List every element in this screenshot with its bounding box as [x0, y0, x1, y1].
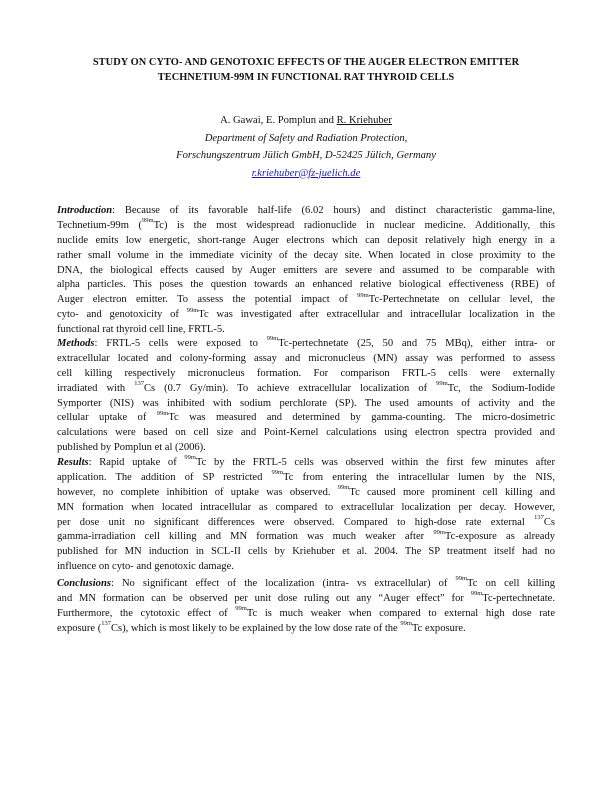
text-run: functional rat thyroid cell line, FRTL-5. — [57, 324, 225, 336]
introduction-line — [57, 249, 555, 264]
isotope-superscript: 99m — [266, 335, 279, 343]
text-run: published for MN induction in SCL-II cells by Kriehuber et al. 2004. The SP treatment itself had no — [57, 546, 555, 558]
text-run: per dose unit no significant differences were observed. Compared to high-dose rate external — [57, 516, 535, 528]
text-run: : No significant effect of the localization (intra- vs extracellular) of — [110, 578, 456, 589]
text-run: Cs (0.7 Gy/min). To achieve extracellular localization of — [143, 382, 437, 394]
methods-section — [57, 337, 555, 456]
results-heading: Results — [57, 457, 89, 468]
title-line-2: TECHNETIUM-99M IN FUNCTIONAL RAT THYROID CELLS — [157, 72, 455, 83]
text-run: Auger electron emitter. To assess the potential impact of — [57, 294, 358, 306]
isotope-superscript: 99m — [470, 590, 483, 598]
conclusions-line — [57, 622, 555, 637]
isotope-superscript: 99m — [455, 575, 468, 583]
results-line — [57, 501, 555, 516]
methods-line — [57, 352, 555, 367]
isotope-superscript: 99m — [433, 528, 445, 536]
text-run: Cs — [543, 516, 555, 528]
isotope-superscript: 99m — [235, 605, 247, 613]
methods-line — [57, 411, 555, 426]
methods-line — [57, 367, 555, 382]
text-run: Tc was measured and determined by gamma-counting. The micro-dosimetric — [168, 412, 555, 424]
text-run: Furthermore, the cytotoxic effect of — [57, 607, 236, 619]
text-run: Tc) is the most widespread radionuclide in nuclear medicine. Additionally, this — [153, 219, 555, 231]
text-run: : Rapid uptake of — [88, 457, 185, 468]
text-run: cyto- and genotoxicity of — [57, 309, 187, 321]
text-run: rather small volume in the immediate vicinity of the decay site. When located in close proximity to the — [57, 249, 555, 261]
isotope-superscript: 99m — [436, 380, 448, 388]
results-line — [57, 486, 555, 501]
text-run: Tc, the Sodium-Iodide — [447, 382, 555, 394]
introduction-line — [57, 293, 555, 308]
results-line — [57, 456, 555, 471]
text-run: cellular uptake of — [57, 412, 157, 424]
isotope-superscript: 99m — [400, 620, 412, 628]
introduction-line — [57, 323, 555, 338]
isotope-superscript: 99m — [184, 454, 196, 462]
introduction-line — [57, 308, 555, 323]
text-run: nuclide emits low energetic, short-range Auger electrons which can deposit relatively high energy in a — [57, 234, 555, 246]
text-run: DNA, the biological effects caused by Auger emitters are severe and assumed to be comparable with — [57, 264, 555, 276]
methods-heading: Methods — [57, 338, 95, 349]
methods-line — [57, 337, 555, 352]
conclusions-line — [57, 607, 555, 622]
isotope-superscript: 137 — [534, 514, 544, 522]
corresponding-author: R. Kriehuber — [336, 115, 392, 126]
text-run: irradiated with — [57, 382, 135, 394]
text-run: Symporter (NIS) was inhibited with sodium perchlorate (SP). The used amounts of activity and the — [57, 397, 555, 409]
text-run: Tc by the FRTL-5 cells was observed within the first few minutes after — [195, 457, 555, 468]
text-run: Cs), which is most likely to be explained by the low dose rate of the — [110, 622, 401, 634]
conclusions-section — [57, 577, 555, 637]
text-run: Tc is much weaker when compared to external high dose rate — [246, 607, 556, 619]
text-run: Tc-Pertechnetate on cellular level, the — [368, 294, 555, 306]
conclusions-line — [57, 592, 555, 607]
department: Department of Safety and Radiation Protection, — [204, 132, 408, 144]
introduction-line — [57, 219, 555, 234]
introduction-section — [57, 204, 555, 338]
introduction-line — [57, 264, 555, 279]
text-run: and MN formation can be observed per unit dose ruling out any “Auger effect” for — [57, 592, 471, 604]
isotope-superscript: 137 — [134, 380, 144, 388]
text-run: application. The addition of SP restricted — [57, 471, 272, 483]
introduction-heading: Introduction — [57, 205, 113, 216]
text-run: Tc exposure. — [411, 622, 466, 634]
text-run: extracellular located and colony-forming assay and micronucleus (MN) assay was performed to assess — [57, 352, 555, 364]
text-run: however, no complete inhibition of uptake was observed. — [57, 486, 338, 498]
text-run: Tc was investigated after extracellular and intracellular localization in the — [198, 309, 555, 321]
text-run: calculations were based on cell size and Point-Kernel calculations using electron spectra provided and — [57, 427, 555, 439]
isotope-superscript: 99m — [156, 409, 169, 417]
results-section — [57, 456, 555, 575]
title-line-1: STUDY ON CYTO- AND GENOTOXIC EFFECTS OF THE AUGER ELECTRON EMITTER — [92, 57, 520, 68]
author-names-plain: A. Gawai, E. Pomplun and — [220, 115, 337, 126]
text-run: published by Pomplun et al (2006). — [57, 442, 206, 454]
isotope-superscript: 99m — [337, 484, 350, 492]
email-link[interactable]: r.kriehuber@fz-juelich.de — [251, 167, 361, 179]
isotope-superscript: 99m — [142, 217, 154, 225]
introduction-line — [57, 278, 555, 293]
introduction-line — [57, 234, 555, 249]
results-line — [57, 530, 555, 545]
author-names — [50, 112, 562, 130]
isotope-superscript: 99m — [357, 291, 369, 299]
methods-line — [57, 382, 555, 397]
results-line — [57, 560, 555, 575]
text-run: Tc from entering the intracellular lumen by the NIS, — [283, 471, 555, 483]
methods-line — [57, 441, 555, 456]
introduction-line — [57, 204, 555, 219]
text-run: gamma-irradiation cell killing and MN formation was much weaker after — [57, 531, 434, 543]
paper-title — [50, 55, 562, 85]
results-line — [57, 471, 555, 486]
text-run: Tc-pertechnetate. — [482, 592, 555, 604]
text-run: : Because of its favorable half-life (6.02 hours) and distinct characteristic gamma-line, — [112, 205, 555, 216]
text-run: Tc-exposure as already — [444, 531, 555, 543]
text-run: exposure ( — [57, 622, 102, 634]
author-block — [50, 112, 562, 182]
text-run: MN formation when located intracellular as compared to extracellular localization per decay. However, — [57, 501, 555, 513]
text-run: : FRTL-5 cells were exposed to — [94, 338, 267, 349]
text-run: Tc-pertechnetate (25, 50 and 75 MBq), either intra- or — [278, 338, 555, 349]
isotope-superscript: 99m — [271, 469, 284, 477]
text-run: cell killing respectively micronucleus formation. For comparison FRTL-5 cells were externally — [57, 367, 555, 379]
text-run: Tc caused more prominent cell killing and — [349, 486, 555, 498]
isotope-superscript: 137 — [101, 620, 111, 628]
text-run: influence on cyto- and genotoxic damage. — [57, 561, 234, 573]
text-run: Tc on cell killing — [467, 578, 556, 589]
results-line — [57, 545, 555, 560]
isotope-superscript: 99m — [186, 306, 199, 314]
text-run: Technetium-99m ( — [57, 219, 142, 231]
text-run: alpha particles. This poses the question towards an enhanced relative biological effectiveness (RBE) of — [57, 279, 555, 291]
institute: Forschungszentrum Jülich GmbH, D-52425 Jülich, Germany — [176, 150, 436, 161]
conclusions-heading: Conclusions — [57, 578, 111, 589]
results-line — [57, 516, 555, 531]
methods-line — [57, 397, 555, 412]
methods-line — [57, 426, 555, 441]
